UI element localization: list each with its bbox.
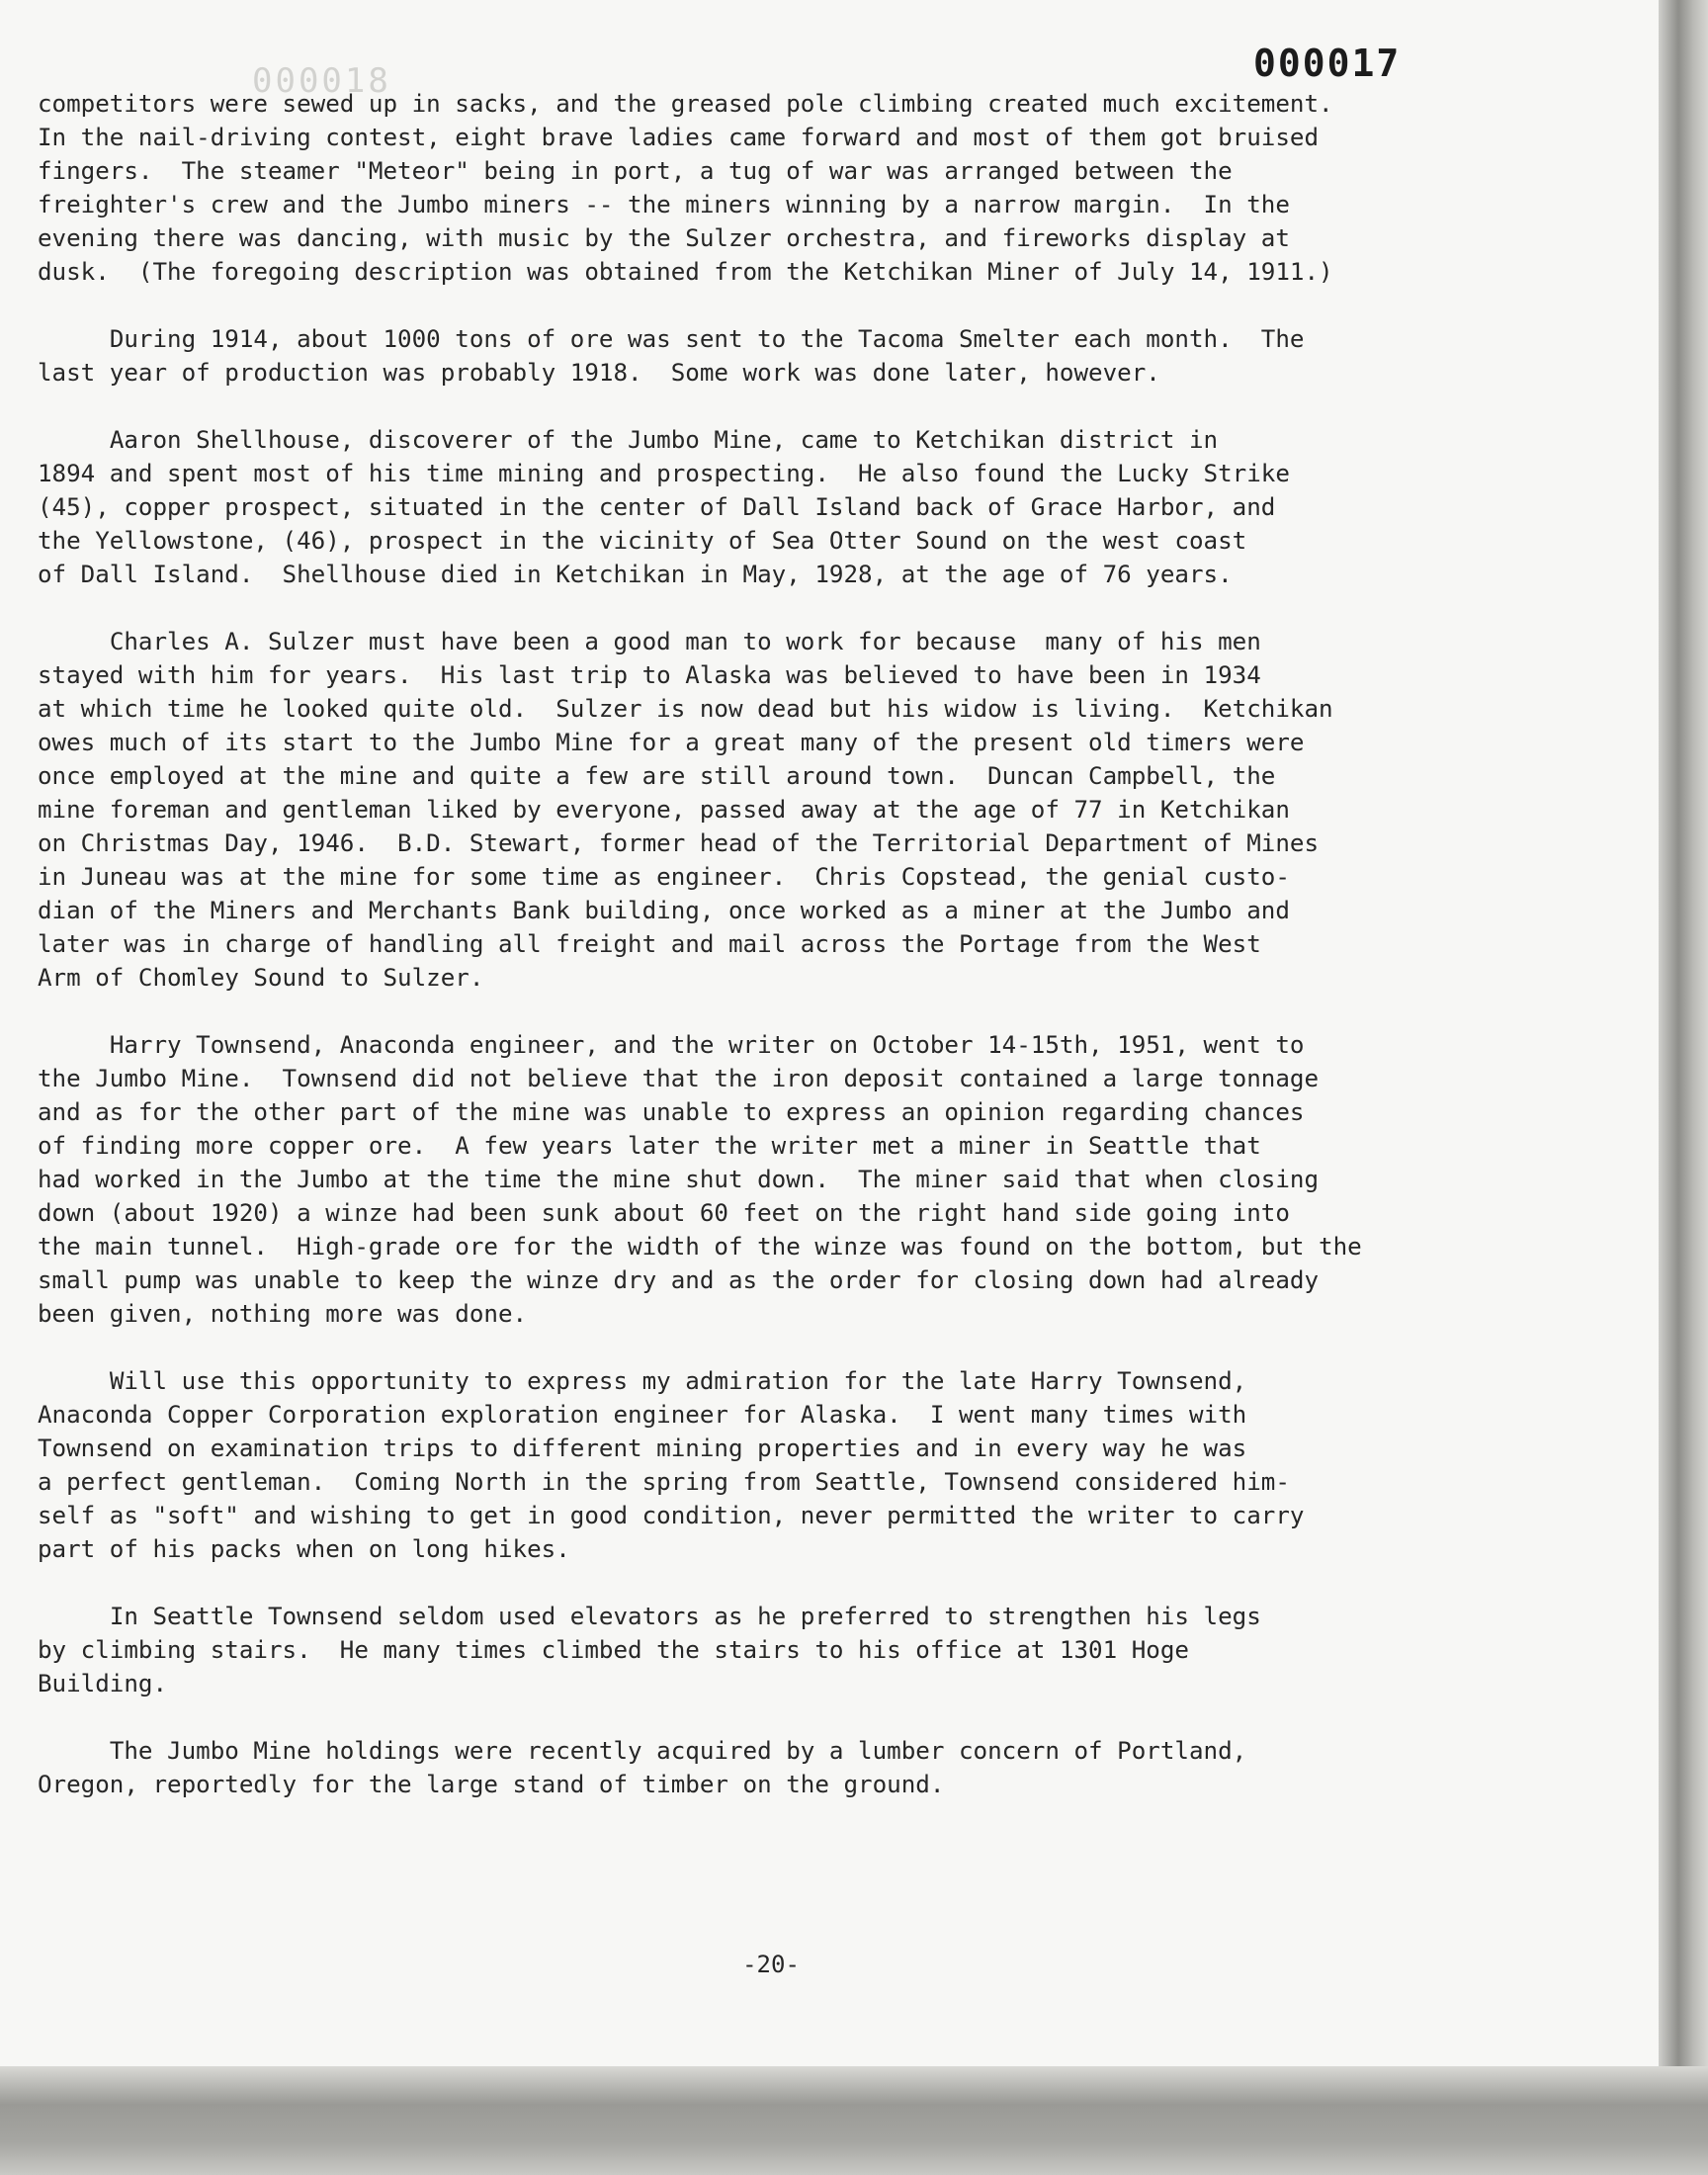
scan-right-edge <box>1659 0 1708 2175</box>
paragraph-3: Aaron Shellhouse, discoverer of the Jumbo Mine, came to Ketchikan district in 1894 and spent most of his time mining and prospecting. He also found the Lucky Strike (45), copper prospect, situated in the center of Dall Island back of Grace Harbor, and the Yellowstone, (46), prospect in the vicinity of Sea Otter Sound on the west coast of Dall Island. Shellhouse died in Ketchikan in May, 1928, at the age of 76 years. <box>38 426 1290 588</box>
paragraph-1: competitors were sewed up in sacks, and the greased pole climbing created much excitement. In the nail-driving contest, eight brave ladies came forward and most of them got bruised fingers. The steamer "Meteor" being in port, a tug of war was arranged between the freighter's crew and the Jumbo miners -- the miners winning by a narrow margin. In the evening there was dancing, with music by the Sulzer orchestra, and fireworks display at dusk. (The foregoing description was obtained from the Ketchikan Miner of July 14, 1911.) <box>38 90 1333 286</box>
paragraph-4: Charles A. Sulzer must have been a good man to work for because many of his men stayed with him for years. His last trip to Alaska was believed to have been in 1934 at which time he looked quite old. Sulzer is now dead but his widow is living. Ketchikan owes much of its start to the Jumbo Mine for a great many of the present old timers were once employed at the mine and quite a few are still around town. Duncan Campbell, the mine foreman and gentleman liked by everyone, passed away at the age of 77 in Ketchikan on Christmas Day, 1946. B.D. Stewart, former head of the Territorial Department of Mines in Juneau was at the mine for some time as engineer. Chris Copstead, the genial custo- dian of the Miners and Merchants Bank building, once worked as a miner at the Jumbo and later was in charge of handling all freight and mail across the Portage from the West Arm of Chomley Sound to Sulzer. <box>38 628 1333 992</box>
document-number: 000017 <box>1253 42 1402 85</box>
paragraph-8: The Jumbo Mine holdings were recently acquired by a lumber concern of Portland, Oregon, reportedly for the large stand of timber on the ground. <box>38 1737 1247 1798</box>
body-text <box>38 87 1639 1835</box>
page-number: -20- <box>742 1951 800 1978</box>
scan-bottom-edge <box>0 2066 1708 2175</box>
paragraph-5: Harry Townsend, Anaconda engineer, and the writer on October 14-15th, 1951, went to the Jumbo Mine. Townsend did not believe that the iron deposit contained a large tonnage and as for the other part of the mine was unable to express an opinion regarding chances of finding more copper ore. A few years later the writer met a miner in Seattle that had worked in the Jumbo at the time the mine shut down. The miner said that when closing down (about 1920) a winze had been sunk about 60 feet on the right hand side going into the main tunnel. High-grade ore for the width of the winze was found on the bottom, but the small pump was unable to keep the winze dry and as the order for closing down had already been given, nothing more was done. <box>38 1031 1362 1328</box>
paragraph-6: Will use this opportunity to express my admiration for the late Harry Townsend, Anaconda Copper Corporation exploration engineer for Alaska. I went many times with Townsend on examination trips to different mining properties and in every way he was a perfect gentleman. Coming North in the spring from Seattle, Townsend considered him- self as "soft" and wishing to get in good condition, never permitted the writer to carry part of his packs when on long hikes. <box>38 1367 1305 1563</box>
paragraph-7: In Seattle Townsend seldom used elevators as he preferred to strengthen his legs by climbing stairs. He many times climbed the stairs to his office at 1301 Hoge Building. <box>38 1603 1261 1697</box>
paragraph-2: During 1914, about 1000 tons of ore was sent to the Tacoma Smelter each month. The last year of production was probably 1918. Some work was done later, however. <box>38 325 1305 387</box>
faint-stamp-number: 000018 <box>252 61 391 101</box>
